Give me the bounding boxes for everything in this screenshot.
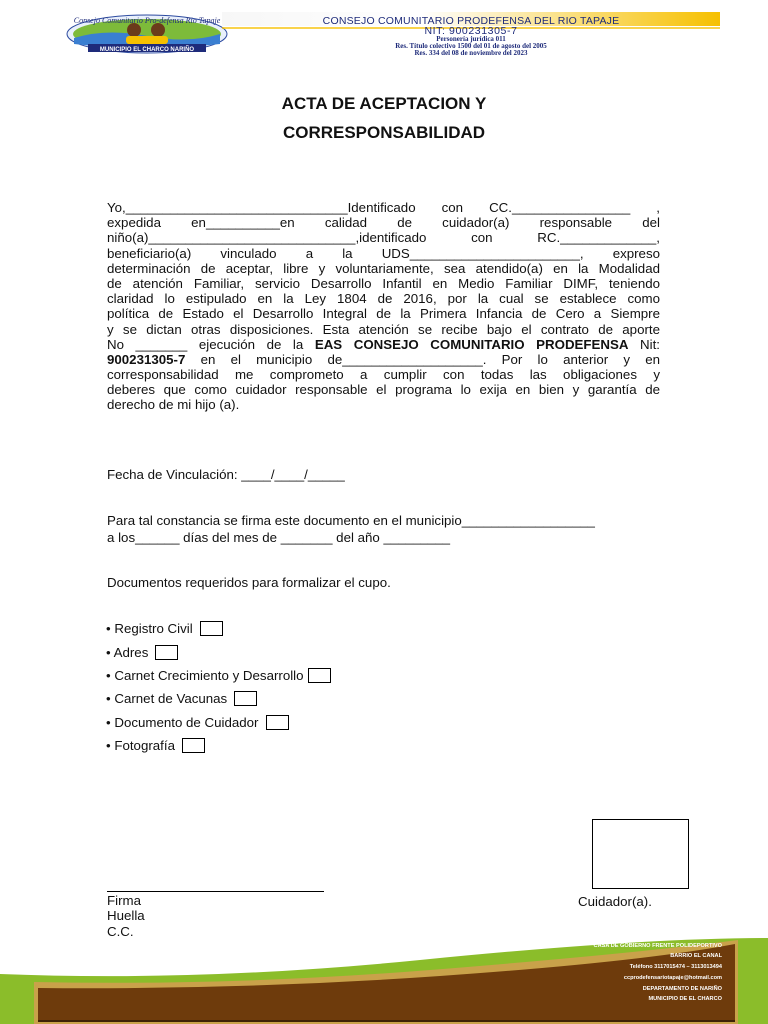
- doc-item-label: • Adres: [106, 645, 149, 660]
- doc-item-label: • Registro Civil: [106, 621, 193, 636]
- checkbox[interactable]: [308, 668, 331, 683]
- footer-barrio: BARRIO EL CANAL: [670, 953, 722, 959]
- paragraph-line: expedida en__________en calidad de cuidador(a) responsable del: [107, 215, 660, 231]
- checkbox[interactable]: [200, 621, 223, 636]
- paragraph-line: claridad lo estipulado en la Ley 1804 de 2016, por la cual se establece como: [107, 291, 660, 307]
- paragraph-line: política de Estado el Desarrollo Integral de la Primera Infancia de Cero a Siempre: [107, 306, 660, 322]
- fingerprint-box: [592, 819, 689, 889]
- checkbox[interactable]: [155, 645, 178, 660]
- paragraph-line: Yo,______________________________Identificado con CC.________________ ,: [107, 200, 660, 215]
- doc-item-carnet-crecimiento: [106, 668, 331, 683]
- eas-name: EAS CONSEJO COMUNITARIO PRODEFENSA: [314, 336, 629, 352]
- paragraph-line-contract: [107, 337, 660, 352]
- municipality-text: en el municipio de___________________. Por lo anterior y en: [185, 351, 660, 367]
- id-label: C.C.: [107, 924, 134, 939]
- checkbox[interactable]: [182, 738, 205, 753]
- paragraph-line: de atención Familiar, servicio Desarrollo Infantil en Medio Familiar DIMF, teniendo: [107, 275, 660, 291]
- logo-text-bottom: MUNICIPIO EL CHARCO NARIÑO: [99, 47, 195, 53]
- constancia-line2: a los______ días del mes de _______ del año _________: [107, 530, 451, 545]
- logo-text-top: Consejo Comunitario Pro-defensa Rio Tapaje: [73, 16, 221, 25]
- caregiver-label: Cuidador(a).: [578, 894, 652, 909]
- footer-department: DEPARTAMENTO DE NARIÑO: [642, 986, 722, 992]
- paragraph-line: deberes que como cuidador responsable el programa lo exija en bien y garantía de: [107, 382, 660, 398]
- paragraph-line: niño(a)____________________________,identificado con RC._____________,: [107, 230, 660, 246]
- nit-label: Nit:: [628, 336, 660, 352]
- doc-item-label: • Fotografía: [106, 738, 175, 753]
- header-legal-status: Personería jurídica 011: [436, 35, 506, 43]
- footer-municipality: MUNICIPIO DE EL CHARCO: [648, 996, 722, 1002]
- header-nit: NIT: 900231305-7: [424, 25, 518, 37]
- document-title-line2: CORRESPONSABILIDAD: [282, 123, 486, 142]
- paragraph-line: beneficiario(a) vinculado a la UDS_______________________, expreso: [107, 245, 660, 261]
- fingerprint-label: Huella: [107, 908, 145, 923]
- signature-line: [107, 891, 324, 892]
- doc-item-label: • Carnet de Vacunas: [106, 691, 228, 706]
- signature-label: Firma: [107, 893, 141, 908]
- required-docs-heading: Documentos requeridos para formalizar el cupo.: [107, 575, 391, 590]
- council-logo: [66, 14, 228, 54]
- paragraph-line: y se dictan otras disposiciones. Esta atención se recibe bajo el contrato de aporte: [107, 321, 660, 337]
- header-org-name: CONSEJO COMUNITARIO PRODEFENSA DEL RIO TAPAJE: [322, 15, 620, 27]
- paragraph-line: derecho de mi hijo (a).: [107, 397, 240, 413]
- header-resolution-2: Res. 334 del 08 de noviembre del 2023: [414, 49, 528, 57]
- doc-item-label: • Documento de Cuidador: [106, 715, 259, 730]
- doc-item-label: • Carnet Crecimiento y Desarrollo: [106, 668, 304, 683]
- paragraph-line-nit: [107, 352, 660, 367]
- doc-item-carnet-vacunas: [106, 691, 257, 706]
- doc-item-registro-civil: [106, 621, 223, 636]
- paragraph-line: corresponsabilidad me comprometo a cumplir con todas las obligaciones y: [107, 367, 660, 383]
- doc-item-documento-cuidador: [106, 715, 289, 730]
- checkbox[interactable]: [234, 691, 257, 706]
- contract-number-text: No _______ ejecución de la: [107, 336, 315, 352]
- doc-item-adres: [106, 645, 178, 660]
- constancia-line1: Para tal constancia se firma este documento en el municipio__________________: [107, 513, 595, 528]
- acceptance-paragraph: [107, 200, 660, 413]
- header-resolution-1: Res. Título colectivo 1500 del 01 de agosto del 2005: [395, 42, 547, 50]
- paragraph-line: determinación de aceptar, libre y voluntariamente, sea atendido(a) en la Modalidad: [107, 260, 660, 276]
- document-title-line1: ACTA DE ACEPTACION Y: [281, 94, 487, 113]
- footer-email[interactable]: ccprodefensariotapaje@hotmail.com: [623, 975, 722, 981]
- enrollment-date: Fecha de Vinculación: ____/____/_____: [107, 467, 345, 482]
- checkbox[interactable]: [266, 715, 289, 730]
- nit-value: 900231305-7: [107, 351, 186, 367]
- footer-phone: Teléfono 3117015474 – 3113013494: [629, 964, 722, 970]
- doc-item-fotografia: [106, 738, 205, 753]
- footer-address: CASA DE GOBIERNO FRENTE POLIDEPORTIVO: [593, 943, 722, 949]
